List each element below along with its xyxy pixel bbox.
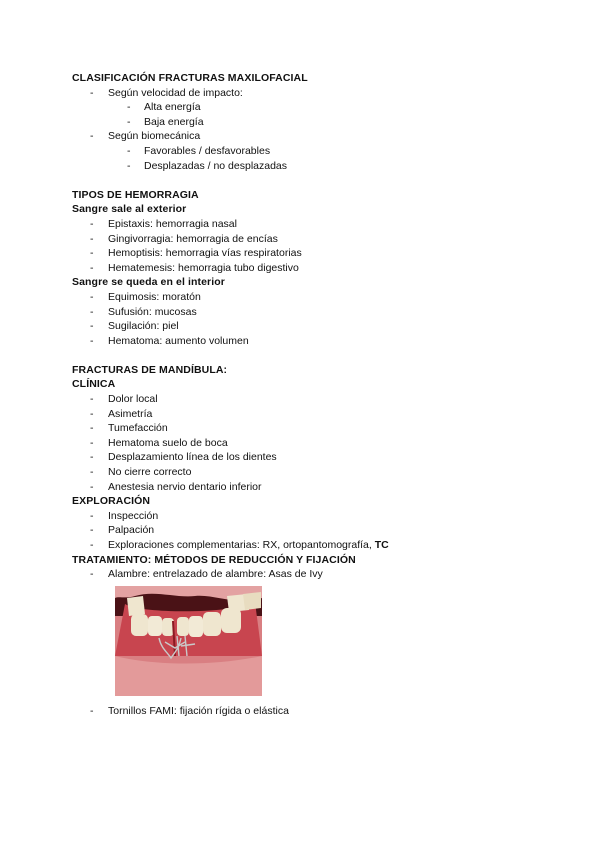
list-item-text: Palpación <box>108 524 155 537</box>
list-item <box>72 421 542 436</box>
clinica-list <box>72 392 542 494</box>
list-item <box>72 246 542 261</box>
clasificacion-list <box>72 129 542 144</box>
interior-list <box>72 290 542 348</box>
exploracion-list <box>72 509 542 553</box>
list-item-text: Hemoptisis: hemorragia vías respiratorias <box>108 247 302 260</box>
list-item-text: Gingivorragia: hemorragia de encías <box>108 232 278 245</box>
sublist-item-text: Baja energía <box>144 115 204 128</box>
list-item <box>72 334 542 349</box>
list-item <box>72 305 542 320</box>
list-item <box>72 319 542 334</box>
list-item-text: Hematoma: aumento volumen <box>108 334 249 347</box>
list-item-text: Dolor local <box>108 393 158 406</box>
subsection-title-exploracion: EXPLORACIÓN <box>72 495 151 508</box>
sublist <box>72 144 542 173</box>
list-item-text: Anestesia nervio dentario inferior <box>108 480 262 493</box>
tratamiento-list-continued <box>72 704 542 719</box>
sublist-item-text: Favorables / desfavorables <box>144 144 271 157</box>
sublist-item-text: Desplazadas / no desplazadas <box>144 159 288 172</box>
list-item-text: Hematemesis: hemorragia tubo digestivo <box>108 261 299 274</box>
list-item <box>72 407 542 422</box>
list-item-text: Asimetría <box>108 407 153 420</box>
spacer <box>72 348 542 363</box>
section-title-clasificacion: CLASIFICACIÓN FRACTURAS MAXILOFACIAL <box>72 72 308 84</box>
ivy-loops-photo <box>115 586 262 696</box>
list-item-text: Alambre: entrelazado de alambre: Asas de Ivy <box>108 568 323 581</box>
clasificacion-list <box>72 86 542 101</box>
list-item <box>72 261 542 276</box>
list-item-text: Sugilación: piel <box>108 320 179 333</box>
subsection-title-exterior: Sangre sale al exterior <box>72 203 187 216</box>
list-item <box>72 567 542 582</box>
list-item <box>72 217 542 232</box>
exterior-list <box>72 217 542 275</box>
subsection-title-interior: Sangre se queda en el interior <box>72 276 225 289</box>
sublist-item <box>72 144 542 159</box>
section-title-hemorragia: TIPOS DE HEMORRAGIA <box>72 188 199 201</box>
photo-container <box>72 586 542 696</box>
sublist-item <box>72 159 542 174</box>
list-item <box>72 232 542 247</box>
sublist-item-text: Alta energía <box>144 101 201 114</box>
list-item-text: Sufusión: mucosas <box>108 305 197 318</box>
list-item <box>72 538 542 553</box>
subsection-title-tratamiento: TRATAMIENTO: MÉTODOS DE REDUCCIÓN Y FIJACIÓN <box>72 553 356 566</box>
spacer <box>72 173 542 188</box>
list-item-text: Equimosis: moratón <box>108 290 201 303</box>
section-title-mandibula: FRACTURAS DE MANDÍBULA: <box>72 363 228 376</box>
sublist <box>72 100 542 129</box>
sublist-item <box>72 115 542 130</box>
list-item <box>72 509 542 524</box>
list-item-text: Tumefacción <box>108 422 168 435</box>
list-item-text: Hematoma suelo de boca <box>108 436 228 449</box>
list-item <box>72 392 542 407</box>
list-item-text: Desplazamiento línea de los dientes <box>108 451 277 464</box>
list-item-bold-text: TC <box>374 539 389 551</box>
list-item <box>72 704 542 719</box>
list-item-text: Según biomecánica <box>108 130 201 143</box>
list-item-text: Tornillos FAMI: fijación rígida o elástica <box>108 704 289 717</box>
tratamiento-list <box>72 567 542 582</box>
list-item-text: Según velocidad de impacto: <box>108 86 243 99</box>
list-item <box>72 436 542 451</box>
subsection-title-clinica: CLÍNICA <box>72 378 116 391</box>
list-item-text: No cierre correcto <box>108 466 192 479</box>
list-item <box>72 86 542 101</box>
list-item-text: Inspección <box>108 509 159 522</box>
list-item <box>72 450 542 465</box>
document-content <box>72 71 542 718</box>
sublist-item <box>72 100 542 115</box>
list-item <box>72 290 542 305</box>
list-item <box>72 480 542 495</box>
list-item <box>72 465 542 480</box>
list-item <box>72 129 542 144</box>
list-item <box>72 523 542 538</box>
list-item-text: Exploraciones complementarias: RX, ortopantomografía, <box>108 539 375 551</box>
list-item-text: Epistaxis: hemorragia nasal <box>108 217 237 230</box>
